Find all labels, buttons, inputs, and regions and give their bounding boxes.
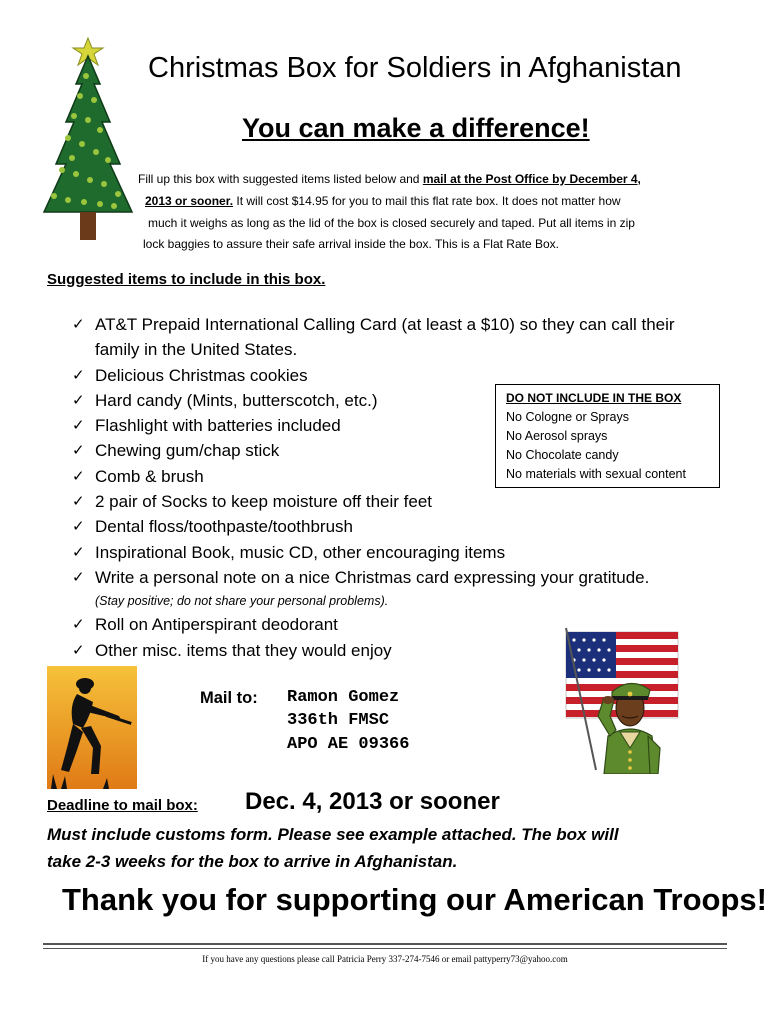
exclude-item: No Aerosol sprays — [506, 429, 608, 443]
page-title: Christmas Box for Soldiers in Afghanistan — [148, 52, 682, 84]
deadline-date: Dec. 4, 2013 or sooner — [245, 788, 500, 815]
check-icon: ✓ — [72, 466, 85, 485]
list-item: ✓ Other misc. items that they would enjoy — [72, 638, 732, 663]
check-icon: ✓ — [72, 492, 85, 511]
deadline-label: Deadline to mail box: — [47, 797, 198, 814]
customs-note-line-1: Must include customs form. Please see example attached. The box will — [47, 825, 619, 844]
check-icon: ✓ — [72, 517, 85, 536]
list-item: family in the United States. — [95, 340, 298, 360]
check-icon: ✓ — [72, 416, 85, 435]
list-item: ✓ Chewing gum/chap stick — [72, 438, 732, 463]
check-icon: ✓ — [72, 567, 85, 586]
check-icon: ✓ — [72, 640, 85, 659]
mail-address-line: APO AE 09366 — [287, 735, 410, 754]
list-item: ✓ Write a personal note on a nice Christmas card expressing your gratitude. — [72, 565, 732, 590]
list-item: ✓ Hard candy (Mints, butterscotch, etc.) — [72, 388, 732, 413]
customs-note-line-2: take 2-3 weeks for the box to arrive in Afghanistan. — [47, 852, 458, 871]
check-icon: ✓ — [72, 441, 85, 460]
list-item: ✓ Dental floss/toothpaste/toothbrush — [72, 514, 732, 539]
suggested-items-heading: Suggested items to include in this box. — [47, 271, 326, 288]
list-item: ✓ Delicious Christmas cookies — [72, 363, 732, 388]
check-icon: ✓ — [72, 390, 85, 409]
mail-to-label: Mail to: — [200, 689, 258, 707]
do-not-include-box — [495, 384, 720, 488]
list-item: ✓ Roll on Antiperspirant deodorant — [72, 612, 732, 637]
list-item: ✓ Inspirational Book, music CD, other encouraging items — [72, 540, 732, 565]
footer-contact: If you have any questions please call Patricia Perry 337-274-7546 or email pattyperry73@yahoo.com — [202, 954, 568, 964]
list-item: ✓ Comb & brush — [72, 464, 732, 489]
list-item: ✓ 2 pair of Socks to keep moisture off their feet — [72, 489, 732, 514]
thank-you-banner: Thank you for supporting our American Troops! — [62, 882, 767, 917]
soldier-silhouette-icon — [47, 666, 137, 789]
page-subtitle: You can make a difference! — [242, 113, 590, 143]
footer-divider — [43, 943, 727, 945]
intro-line-1: Fill up this box with suggested items listed below and mail at the Post Office by December 4, — [138, 172, 641, 186]
christmas-tree-icon — [36, 34, 136, 246]
exclude-item: No Cologne or Sprays — [506, 410, 629, 424]
saluting-soldier-flag-icon — [564, 624, 696, 774]
check-icon: ✓ — [72, 542, 85, 561]
check-icon: ✓ — [72, 615, 85, 634]
mail-address-line: Ramon Gomez — [287, 688, 400, 707]
check-icon: ✓ — [72, 315, 85, 333]
intro-line-2: 2013 or sooner. It will cost $14.95 for you to mail this flat rate box. It does not matter how — [145, 194, 621, 208]
exclude-item: No materials with sexual content — [506, 467, 686, 481]
footer-divider — [43, 948, 727, 949]
mail-address-line: 336th FMSC — [287, 711, 390, 730]
intro-line-4: lock baggies to assure their safe arrival inside the box. This is a Flat Rate Box. — [143, 237, 559, 251]
do-not-include-heading: DO NOT INCLUDE IN THE BOX — [506, 391, 682, 405]
list-item: ✓ AT&T Prepaid International Calling Card (at least a $10) so they can call their — [72, 312, 732, 337]
intro-line-3: much it weighs as long as the lid of the box is closed securely and taped. Put all items in zip — [148, 216, 635, 230]
exclude-item: No Chocolate candy — [506, 448, 619, 462]
list-item: ✓ Flashlight with batteries included — [72, 413, 732, 438]
list-item-note: (Stay positive; do not share your personal problems). — [95, 594, 389, 609]
check-icon: ✓ — [72, 365, 85, 384]
